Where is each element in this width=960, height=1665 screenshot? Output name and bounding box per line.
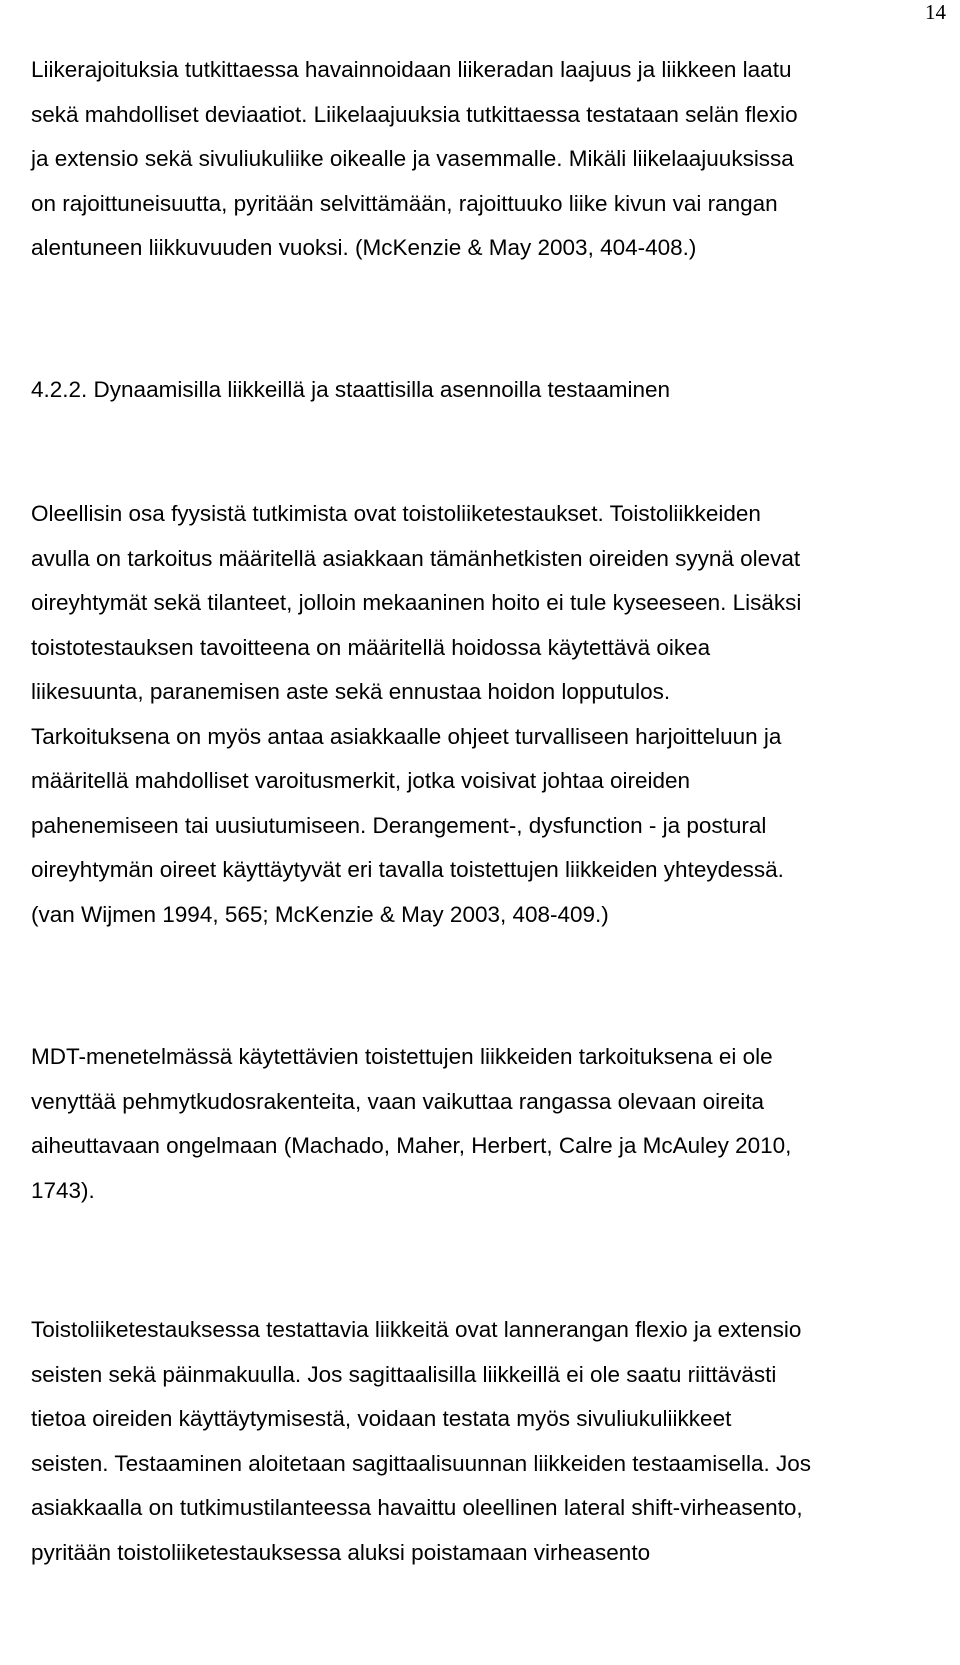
paragraph-line: sekä mahdolliset deviaatiot. Liikelaajuuksia tutkittaessa testataan selän flexio — [31, 101, 798, 127]
paragraph-line: alentuneen liikkuvuuden vuoksi. (McKenzie & May 2003, 404-408.) — [31, 235, 697, 260]
paragraph-line: määritellä mahdolliset varoitusmerkit, jotka voisivat johtaa oireiden — [31, 768, 691, 793]
paragraph-line: aiheuttavaan ongelmaan (Machado, Maher, Herbert, Calre ja McAuley 2010, — [31, 1133, 792, 1158]
paragraph-line: 1743). — [31, 1177, 95, 1203]
paragraph-mdt-method — [31, 1035, 936, 1213]
paragraph-line: pahenemiseen tai uusiutumiseen. Derangement-, dysfunction - ja postural — [31, 812, 767, 838]
paragraph-line: on rajoittuneisuutta, pyritään selvittämään, rajoittuuko liike kivun vai rangan — [31, 190, 778, 216]
paragraph-line: ja extensio sekä sivuliukuliike oikealle ja vasemmalle. Mikäli liikelaajuuksissa — [31, 146, 794, 171]
paragraph-test-movements — [31, 1308, 936, 1575]
paragraph-range-of-motion — [31, 48, 936, 271]
page-number: 14 — [925, 0, 946, 24]
paragraph-line: tietoa oireiden käyttäytymisestä, voidaan testata myös sivuliukuliikkeet — [31, 1406, 732, 1431]
paragraph-line: oireyhtymät sekä tilanteet, jolloin mekaaninen hoito ei tule kyseeseen. Lisäksi — [31, 590, 802, 615]
paragraph-line: (van Wijmen 1994, 565; McKenzie & May 2003, 408-409.) — [31, 901, 609, 927]
paragraph-line: Oleellisin osa fyysistä tutkimista ovat toistoliiketestaukset. Toistoliikkeiden — [31, 501, 761, 526]
paragraph-line: seisten. Testaaminen aloitetaan sagittaalisuunnan liikkeiden testaamisella. Jos — [31, 1450, 812, 1476]
paragraph-line: venyttää pehmytkudosrakenteita, vaan vaikuttaa rangassa olevaan oireita — [31, 1088, 764, 1114]
paragraph-line: Toistoliiketestauksessa testattavia liikkeitä ovat lannerangan flexio ja extensio — [31, 1317, 802, 1342]
paragraph-line: oireyhtymän oireet käyttäytyvät eri tavalla toistettujen liikkeiden yhteydessä. — [31, 857, 784, 882]
paragraph-repeated-movements — [31, 492, 936, 937]
paragraph-line: seisten sekä päinmakuulla. Jos sagittaalisilla liikkeillä ei ole saatu riittävästi — [31, 1361, 777, 1387]
paragraph-line: pyritään toistoliiketestauksessa aluksi poistamaan virheasento — [31, 1539, 651, 1565]
paragraph-line: MDT-menetelmässä käytettävien toistettujen liikkeiden tarkoituksena ei ole — [31, 1044, 773, 1069]
section-heading: 4.2.2. Dynaamisilla liikkeillä ja staattisilla asennoilla testaaminen — [31, 377, 671, 402]
paragraph-line: liikesuunta, paranemisen aste sekä ennustaa hoidon lopputulos. — [31, 679, 671, 704]
paragraph-line: asiakkaalla on tutkimustilanteessa havaittu oleellinen lateral shift-virheasento, — [31, 1495, 803, 1520]
paragraph-line: avulla on tarkoitus määritellä asiakkaan tämänhetkisten oireiden syynä olevat — [31, 545, 801, 571]
paragraph-line: toistotestauksen tavoitteena on määritellä hoidossa käytettävä oikea — [31, 634, 711, 660]
paragraph-line: Tarkoituksena on myös antaa asiakkaalle ohjeet turvalliseen harjoitteluun ja — [31, 723, 782, 749]
paragraph-line: Liikerajoituksia tutkittaessa havainnoidaan liikeradan laajuus ja liikkeen laatu — [31, 57, 792, 82]
